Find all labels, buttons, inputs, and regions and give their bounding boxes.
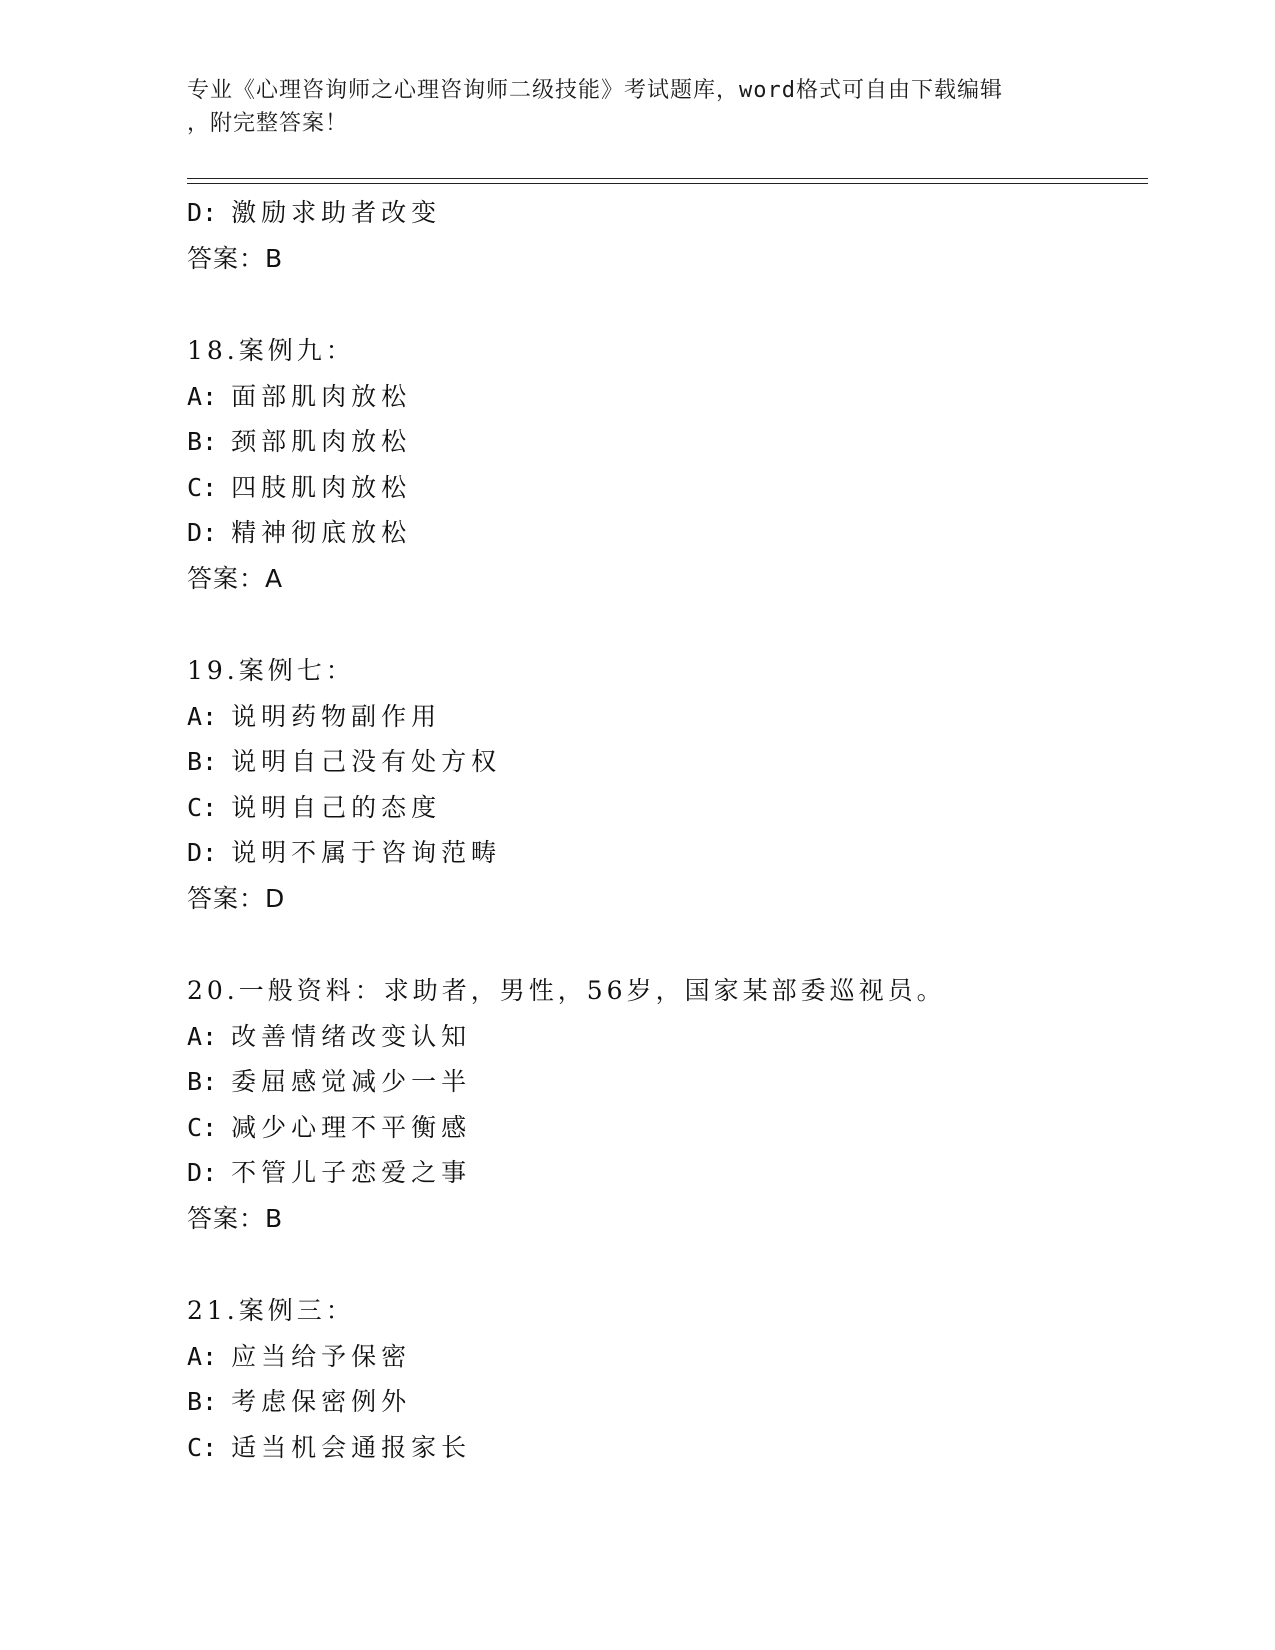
option-label: D: xyxy=(187,838,218,867)
option-text: 适当机会通报家长 xyxy=(231,1432,472,1462)
option-c xyxy=(187,785,1147,831)
option-text: 说明不属于咨询范畴 xyxy=(231,838,502,867)
option-label: B: xyxy=(187,1067,218,1096)
option-label: B: xyxy=(187,747,218,776)
option-d xyxy=(187,830,1147,876)
option-label: B: xyxy=(187,1387,218,1416)
answer-line: 答案：A xyxy=(187,563,284,593)
header-divider-top xyxy=(187,178,1148,179)
option-label: D: xyxy=(187,518,218,547)
answer-line: 答案：D xyxy=(187,883,286,913)
option-text: 应当给予保密 xyxy=(231,1341,412,1371)
option-b xyxy=(187,739,1147,785)
option-b xyxy=(187,419,1147,465)
option-d xyxy=(187,510,1147,556)
question-title: 20.一般资料：求助者，男性，56岁，国家某部委巡视员。 xyxy=(187,976,946,1005)
question-title: 19.案例七： xyxy=(187,656,355,685)
option-text: 精神彻底放松 xyxy=(231,518,412,547)
option-text: 说明自己没有处方权 xyxy=(231,747,502,776)
option-label: A: xyxy=(187,381,218,411)
document-header xyxy=(187,74,1087,140)
header-divider-bottom xyxy=(187,183,1148,184)
option-label: D: xyxy=(187,198,218,227)
question-18 xyxy=(187,328,1147,601)
option-text: 四肢肌肉放松 xyxy=(231,472,412,502)
option-a xyxy=(187,1334,1147,1380)
header-line-1: 专业《心理咨询师之心理咨询师二级技能》考试题库，word格式可自由下载编辑 xyxy=(187,78,1003,103)
option-label: B: xyxy=(187,427,218,456)
option-text: 说明药物副作用 xyxy=(231,701,442,731)
answer-line: 答案：B xyxy=(187,1203,284,1233)
option-text: 减少心理不平衡感 xyxy=(231,1112,472,1142)
option-a xyxy=(187,374,1147,420)
option-label: A: xyxy=(187,1341,218,1371)
option-label: C: xyxy=(187,472,218,502)
option-c xyxy=(187,1105,1147,1151)
question-list xyxy=(187,190,1147,1470)
option-c xyxy=(187,465,1147,511)
option-text: 说明自己的态度 xyxy=(231,792,442,822)
option-label: A: xyxy=(187,1021,218,1051)
option-b xyxy=(187,1379,1147,1425)
question-title: 21.案例三： xyxy=(187,1296,355,1325)
option-label: C: xyxy=(187,1112,218,1142)
option-label: D: xyxy=(187,1158,218,1187)
answer-line: 答案：B xyxy=(187,243,284,273)
option-text: 考虑保密例外 xyxy=(231,1387,412,1416)
question-19 xyxy=(187,648,1147,921)
option-a xyxy=(187,1014,1147,1060)
option-text: 颈部肌肉放松 xyxy=(231,427,412,456)
question-title: 18.案例九： xyxy=(187,336,355,365)
option-text: 改善情绪改变认知 xyxy=(231,1021,472,1051)
option-label: C: xyxy=(187,1432,218,1462)
option-a xyxy=(187,694,1147,740)
option-label: C: xyxy=(187,792,218,822)
question-21 xyxy=(187,1288,1147,1470)
option-text: 面部肌肉放松 xyxy=(231,381,412,411)
option-d xyxy=(187,190,1147,236)
option-text: 不管儿子恋爱之事 xyxy=(231,1158,472,1187)
option-b xyxy=(187,1059,1147,1105)
option-text: 激励求助者改变 xyxy=(231,198,442,227)
option-d xyxy=(187,1150,1147,1196)
option-text: 委屈感觉减少一半 xyxy=(231,1067,472,1096)
option-label: A: xyxy=(187,701,218,731)
header-line-2: ，附完整答案！ xyxy=(187,111,349,136)
question-20 xyxy=(187,968,1147,1241)
option-c xyxy=(187,1425,1147,1471)
